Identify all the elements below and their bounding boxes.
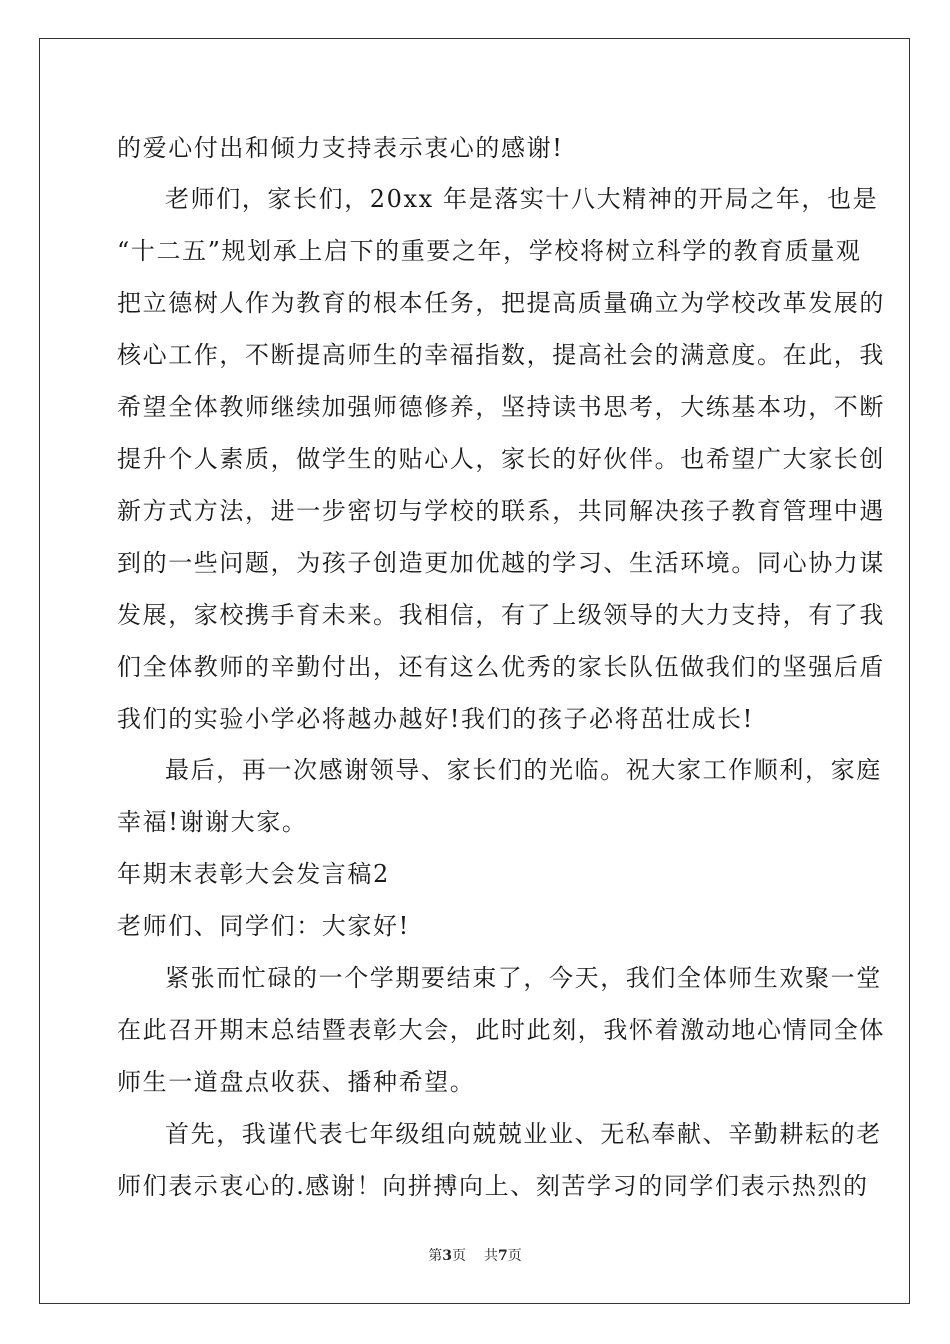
paragraph-start-line: 首先，我谨代表七年级组向兢兢业业、无私奉献、辛勤耕耘的老 bbox=[165, 1120, 882, 1148]
text-line: 核心工作，不断提高师生的幸福指数，提高社会的满意度。在此，我 bbox=[117, 341, 885, 369]
text-line: 把立德树人作为教育的根本任务，把提高质量确立为学校改革发展的 bbox=[117, 289, 885, 317]
section-heading: 年期末表彰大会发言稿2 bbox=[117, 860, 390, 888]
text-line: 幸福!谢谢大家。 bbox=[117, 808, 308, 836]
text-line: 提升个人素质，做学生的贴心人，家长的好伙伴。也希望广大家长创 bbox=[117, 445, 885, 473]
text-line: 们全体教师的辛勤付出，还有这么优秀的家长队伍做我们的坚强后盾 bbox=[117, 653, 885, 681]
text-line: 发展，家校携手育未来。我相信，有了上级领导的大力支持，有了我 bbox=[117, 601, 885, 629]
total-page-count: 7 bbox=[498, 1248, 508, 1264]
paragraph-start-line: 紧张而忙碌的一个学期要结束了，今天，我们全体师生欢聚一堂 bbox=[165, 964, 882, 992]
paragraph-start-line: 最后，再一次感谢领导、家长们的光临。祝大家工作顺利，家庭 bbox=[165, 756, 882, 784]
text-line: 师们表示衷心的.感谢！向拼搏向上、刻苦学习的同学们表示热烈的 bbox=[117, 1172, 869, 1200]
text-line: 在此召开期末总结暨表彰大会，此时此刻，我怀着激动地心情同全体 bbox=[117, 1016, 885, 1044]
text-line: 的爱心付出和倾力支持表示衷心的感谢! bbox=[117, 134, 564, 162]
page-footer bbox=[0, 1247, 950, 1265]
paragraph-start-line: 老师们，家长们，20xx 年是落实十八大精神的开局之年，也是 bbox=[165, 185, 879, 213]
total-prefix: 共 bbox=[484, 1248, 498, 1264]
page-prefix: 第 bbox=[428, 1248, 443, 1264]
page-suffix: 页 bbox=[452, 1248, 466, 1264]
text-line: 到的一些问题，为孩子创造更加优越的学习、生活环境。同心协力谋 bbox=[117, 549, 885, 577]
text-line: 新方式方法，进一步密切与学校的联系，共同解决孩子教育管理中遇 bbox=[117, 497, 885, 525]
text-line: 师生一道盘点收获、播种希望。 bbox=[117, 1068, 476, 1096]
salutation-line: 老师们、同学们：大家好! bbox=[117, 912, 410, 940]
text-line: 我们的实验小学必将越办越好!我们的孩子必将茁壮成长! bbox=[117, 705, 754, 733]
total-suffix: 页 bbox=[507, 1248, 522, 1264]
text-line: “十二五”规划承上启下的重要之年，学校将树立科学的教育质量观 bbox=[117, 237, 862, 265]
current-page-number: 3 bbox=[442, 1248, 452, 1264]
text-line: 希望全体教师继续加强师德修养，坚持读书思考，大练基本功，不断 bbox=[117, 393, 885, 421]
